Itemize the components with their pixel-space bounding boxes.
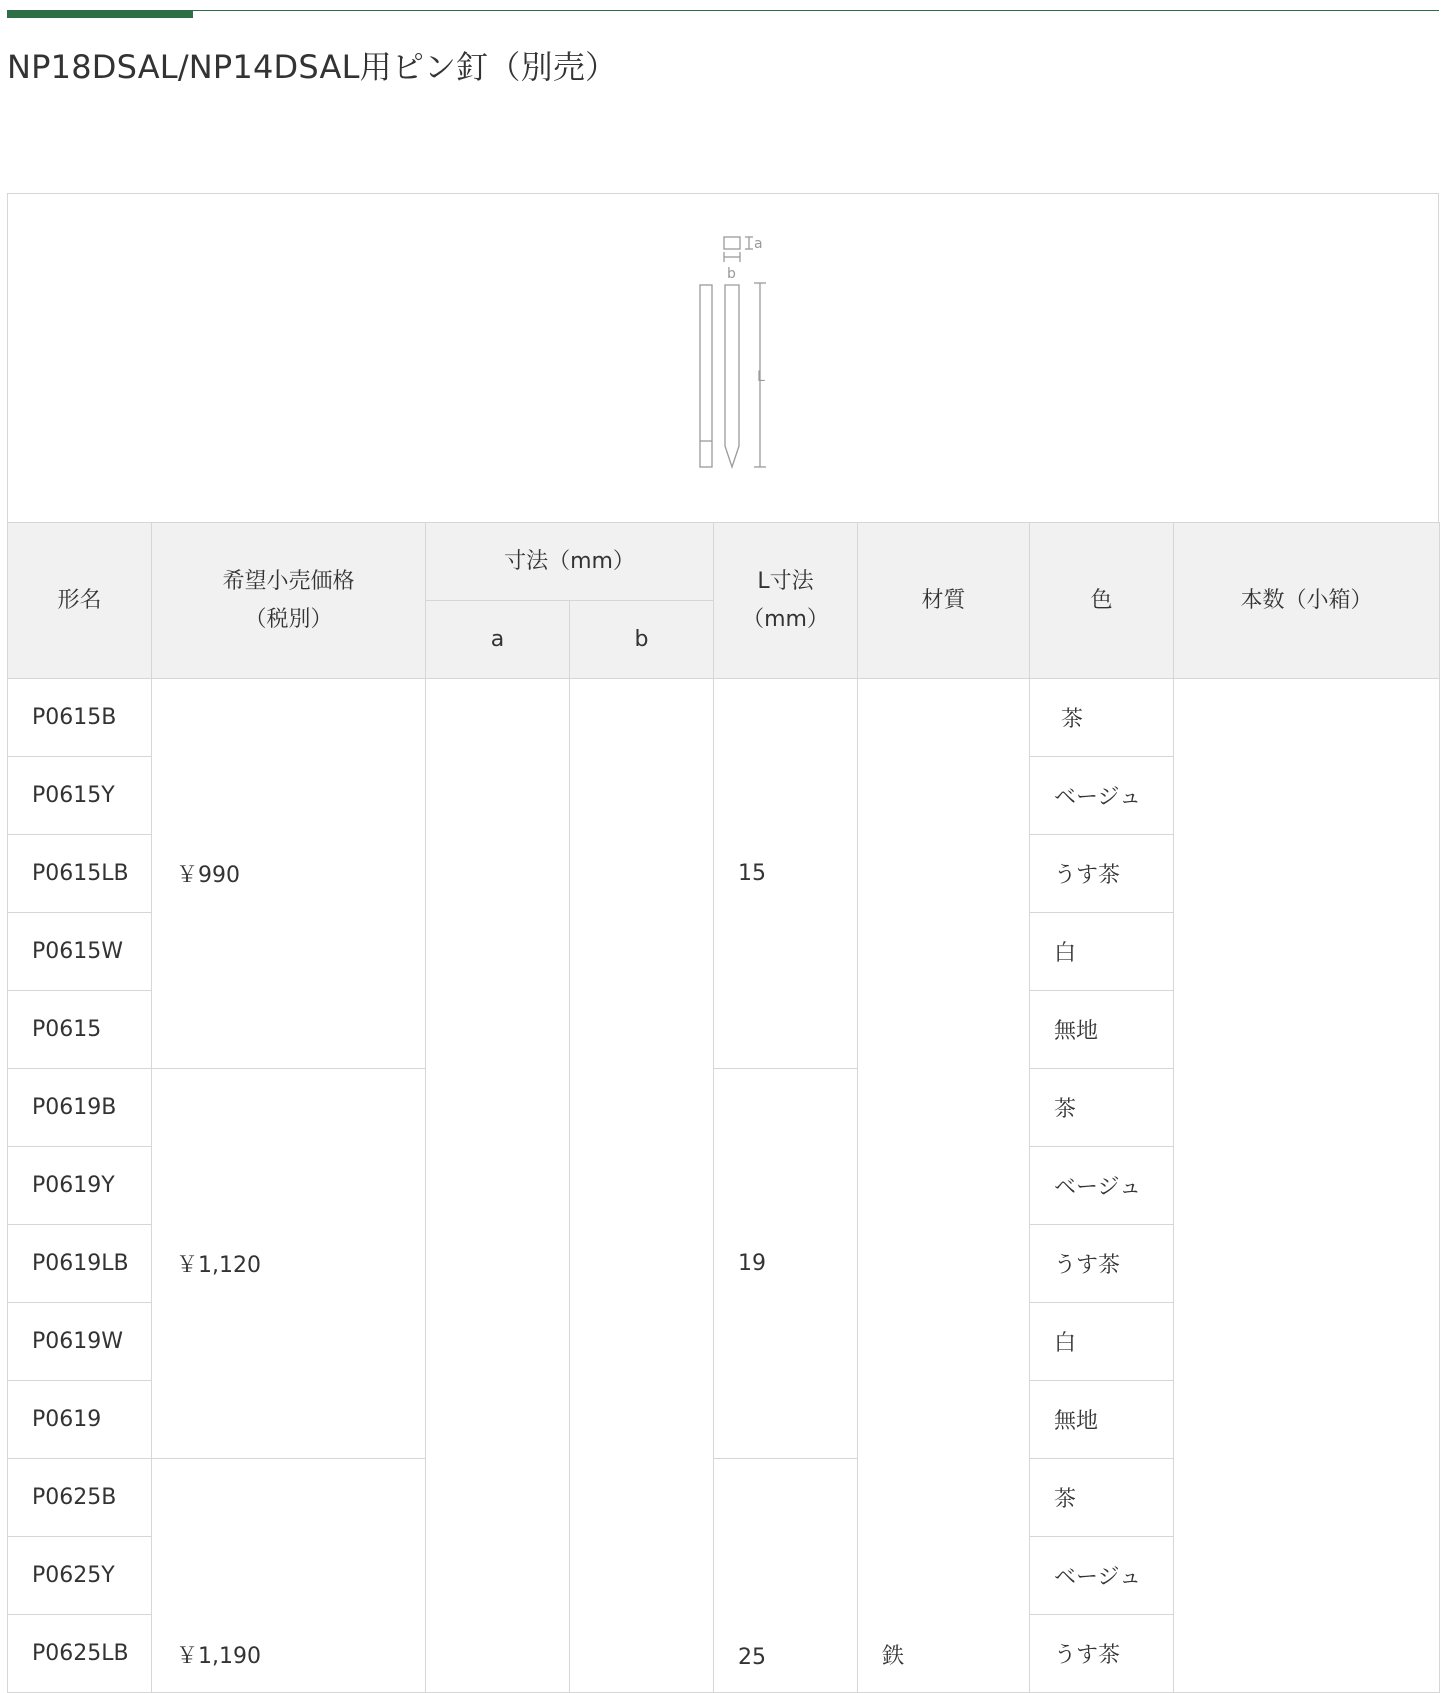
material-cell: 鉄 [858, 679, 1030, 1693]
model-cell: P0615 [8, 991, 152, 1069]
top-accent-bar [7, 10, 193, 18]
header-color: 色 [1030, 523, 1174, 679]
color-cell: 無地 [1030, 991, 1174, 1069]
dim-a-cell [426, 679, 570, 1693]
header-dim-a: a [426, 601, 570, 679]
header-length [714, 523, 858, 679]
header-dimensions: 寸法（mm） [426, 523, 714, 601]
color-cell: うす茶 [1030, 835, 1174, 913]
pin-nail-drawing [692, 234, 792, 474]
color-cell: ベージュ [1030, 1147, 1174, 1225]
model-cell: P0615LB [8, 835, 152, 913]
color-cell: うす茶 [1030, 1225, 1174, 1303]
color-cell: 白 [1030, 1303, 1174, 1381]
model-cell: P0625B [8, 1459, 152, 1537]
model-cell: P0619Y [8, 1147, 152, 1225]
color-cell: 無地 [1030, 1381, 1174, 1459]
length-cell: 15 [714, 679, 858, 1069]
model-cell: P0615W [8, 913, 152, 991]
model-cell: P0615B [8, 679, 152, 757]
model-cell: P0625LB [8, 1615, 152, 1693]
header-length-line1: L寸法 [757, 568, 814, 594]
label-b: b [727, 266, 736, 282]
header-price [152, 523, 426, 679]
length-cell: 25 [714, 1459, 858, 1693]
label-a: a [754, 236, 763, 252]
color-cell: 白 [1030, 913, 1174, 991]
label-L: L [757, 369, 765, 385]
color-cell: 茶 [1030, 1069, 1174, 1147]
spec-box [7, 193, 1439, 1693]
header-price-line1: 希望小売価格 [222, 568, 355, 594]
header-model: 形名 [8, 523, 152, 679]
model-cell: P0619W [8, 1303, 152, 1381]
header-material: 材質 [858, 523, 1030, 679]
color-cell: 茶 [1030, 1459, 1174, 1537]
top-divider [7, 10, 1439, 11]
color-cell: うす茶 [1030, 1615, 1174, 1693]
model-cell: P0619LB [8, 1225, 152, 1303]
pin-nail-diagram [8, 194, 1438, 522]
page-title: NP18DSAL/NP14DSAL用ピン釘（別売） [7, 48, 618, 86]
color-cell: 茶 [1030, 679, 1174, 757]
model-cell: P0619B [8, 1069, 152, 1147]
model-cell: P0619 [8, 1381, 152, 1459]
model-cell: P0625Y [8, 1537, 152, 1615]
length-cell: 19 [714, 1069, 858, 1459]
model-cell: P0615Y [8, 757, 152, 835]
dim-b-cell [570, 679, 714, 1693]
header-count: 本数（小箱） [1174, 523, 1440, 679]
price-cell: ￥1,120 [152, 1069, 426, 1459]
spec-table [7, 522, 1440, 1693]
color-cell: ベージュ [1030, 1537, 1174, 1615]
header-dim-b: b [570, 601, 714, 679]
header-length-line2: （mm） [742, 606, 829, 632]
price-cell: ￥1,190 [152, 1459, 426, 1693]
color-cell: ベージュ [1030, 757, 1174, 835]
count-cell [1174, 679, 1440, 1693]
header-price-line2: （税別） [244, 606, 333, 632]
price-cell: ￥990 [152, 679, 426, 1069]
table-row [8, 679, 1440, 757]
